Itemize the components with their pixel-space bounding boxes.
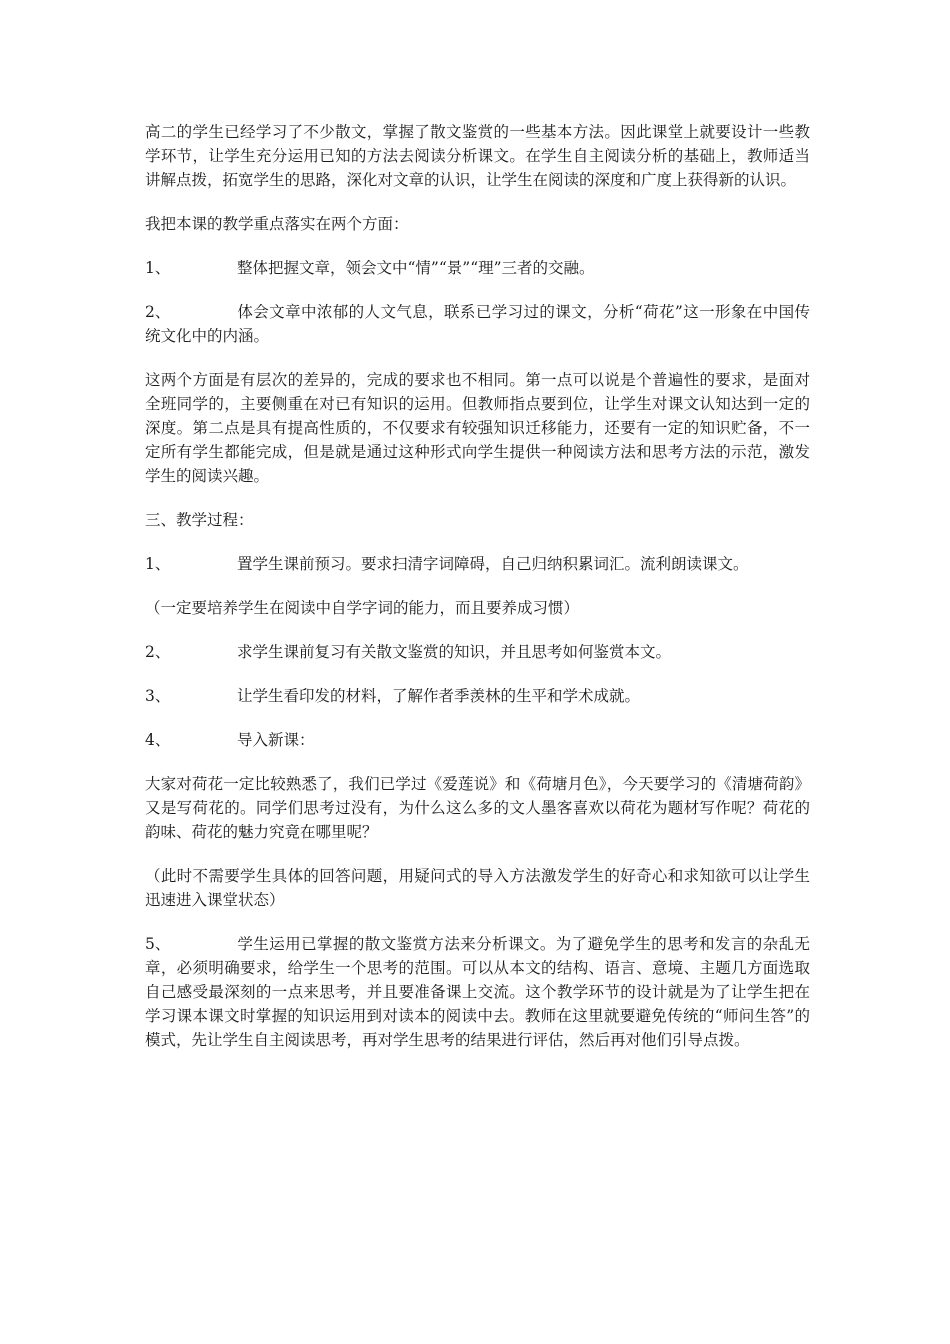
step-number: 2、 — [145, 643, 171, 661]
item-number: 1、 — [145, 259, 171, 277]
step-4 — [145, 728, 810, 752]
step-text: 学生运用已掌握的散文鉴赏方法来分析课文。为了避免学生的思考和发言的杂乱无章，必须明确要求，给学生一个思考的范围。可以从本文的结构、语言、意境、主题几方面选取自己感受最深刻的一点来思考，并且要准备课上交流。这个教学环节的设计就是为了让学生把在学习课本课文时掌握的知识运用到对读本的阅读中去。教师在这里就要避免传统的“师问生答”的模式，先让学生自主阅读思考，再对学生思考的结果进行评估，然后再对他们引导点拨。 — [145, 935, 810, 1049]
item-text: 整体把握文章，领会文中“情”“景”“理”三者的交融。 — [237, 259, 595, 277]
step-text: 置学生课前预习。要求扫清字词障碍，自己归纳积累词汇。流利朗读课文。 — [237, 555, 749, 573]
step-1-note: （一定要培养学生在阅读中自学字词的能力，而且要养成习惯） — [145, 599, 580, 617]
focus-item-2 — [145, 300, 810, 348]
document-body — [145, 120, 810, 1072]
section-heading: 三、教学过程： — [145, 511, 254, 529]
step-number: 1、 — [145, 555, 171, 573]
item-number: 2、 — [145, 303, 171, 321]
step-text: 让学生看印发的材料，了解作者季羡林的生平和学术成就。 — [237, 687, 641, 705]
step-5 — [145, 932, 810, 1052]
item-text: 体会文章中浓郁的人文气息，联系已学习过的课文，分析“荷花”这一形象在中国传统文化中的内涵。 — [145, 303, 810, 345]
step-2 — [145, 640, 810, 664]
focus-heading: 我把本课的教学重点落实在两个方面： — [145, 215, 409, 233]
step-4-note: （此时不需要学生具体的回答问题，用疑问式的导入方法激发学生的好奇心和求知欲可以让学生迅速进入课堂状态） — [145, 867, 810, 909]
focus-item-1 — [145, 256, 810, 280]
step-text: 导入新课： — [237, 731, 315, 749]
step-1 — [145, 552, 810, 576]
intro-lesson-paragraph: 大家对荷花一定比较熟悉了，我们已学过《爱莲说》和《荷塘月色》，今天要学习的《清塘荷韵》又是写荷花的。同学们思考过没有，为什么这么多的文人墨客喜欢以荷花为题材写作呢？荷花的韵味、荷花的魅力究竟在哪里呢？ — [145, 775, 810, 841]
step-number: 5、 — [145, 935, 171, 953]
explanation-paragraph: 这两个方面是有层次的差异的，完成的要求也不相同。第一点可以说是个普遍性的要求，是面对全班同学的，主要侧重在对已有知识的运用。但教师指点要到位，让学生对课文认知达到一定的深度。第二点是具有提高性质的，不仅要求有较强知识迁移能力，还要有一定的知识贮备，不一定所有学生都能完成，但是就是通过这种形式向学生提供一种阅读方法和思考方法的示范，激发学生的阅读兴趣。 — [145, 371, 810, 485]
step-number: 4、 — [145, 731, 171, 749]
intro-paragraph: 高二的学生已经学习了不少散文，掌握了散文鉴赏的一些基本方法。因此课堂上就要设计一些教学环节，让学生充分运用已知的方法去阅读分析课文。在学生自主阅读分析的基础上，教师适当讲解点拨，拓宽学生的思路，深化对文章的认识，让学生在阅读的深度和广度上获得新的认识。 — [145, 123, 810, 189]
step-3 — [145, 684, 810, 708]
step-number: 3、 — [145, 687, 171, 705]
step-text: 求学生课前复习有关散文鉴赏的知识，并且思考如何鉴赏本文。 — [237, 643, 672, 661]
